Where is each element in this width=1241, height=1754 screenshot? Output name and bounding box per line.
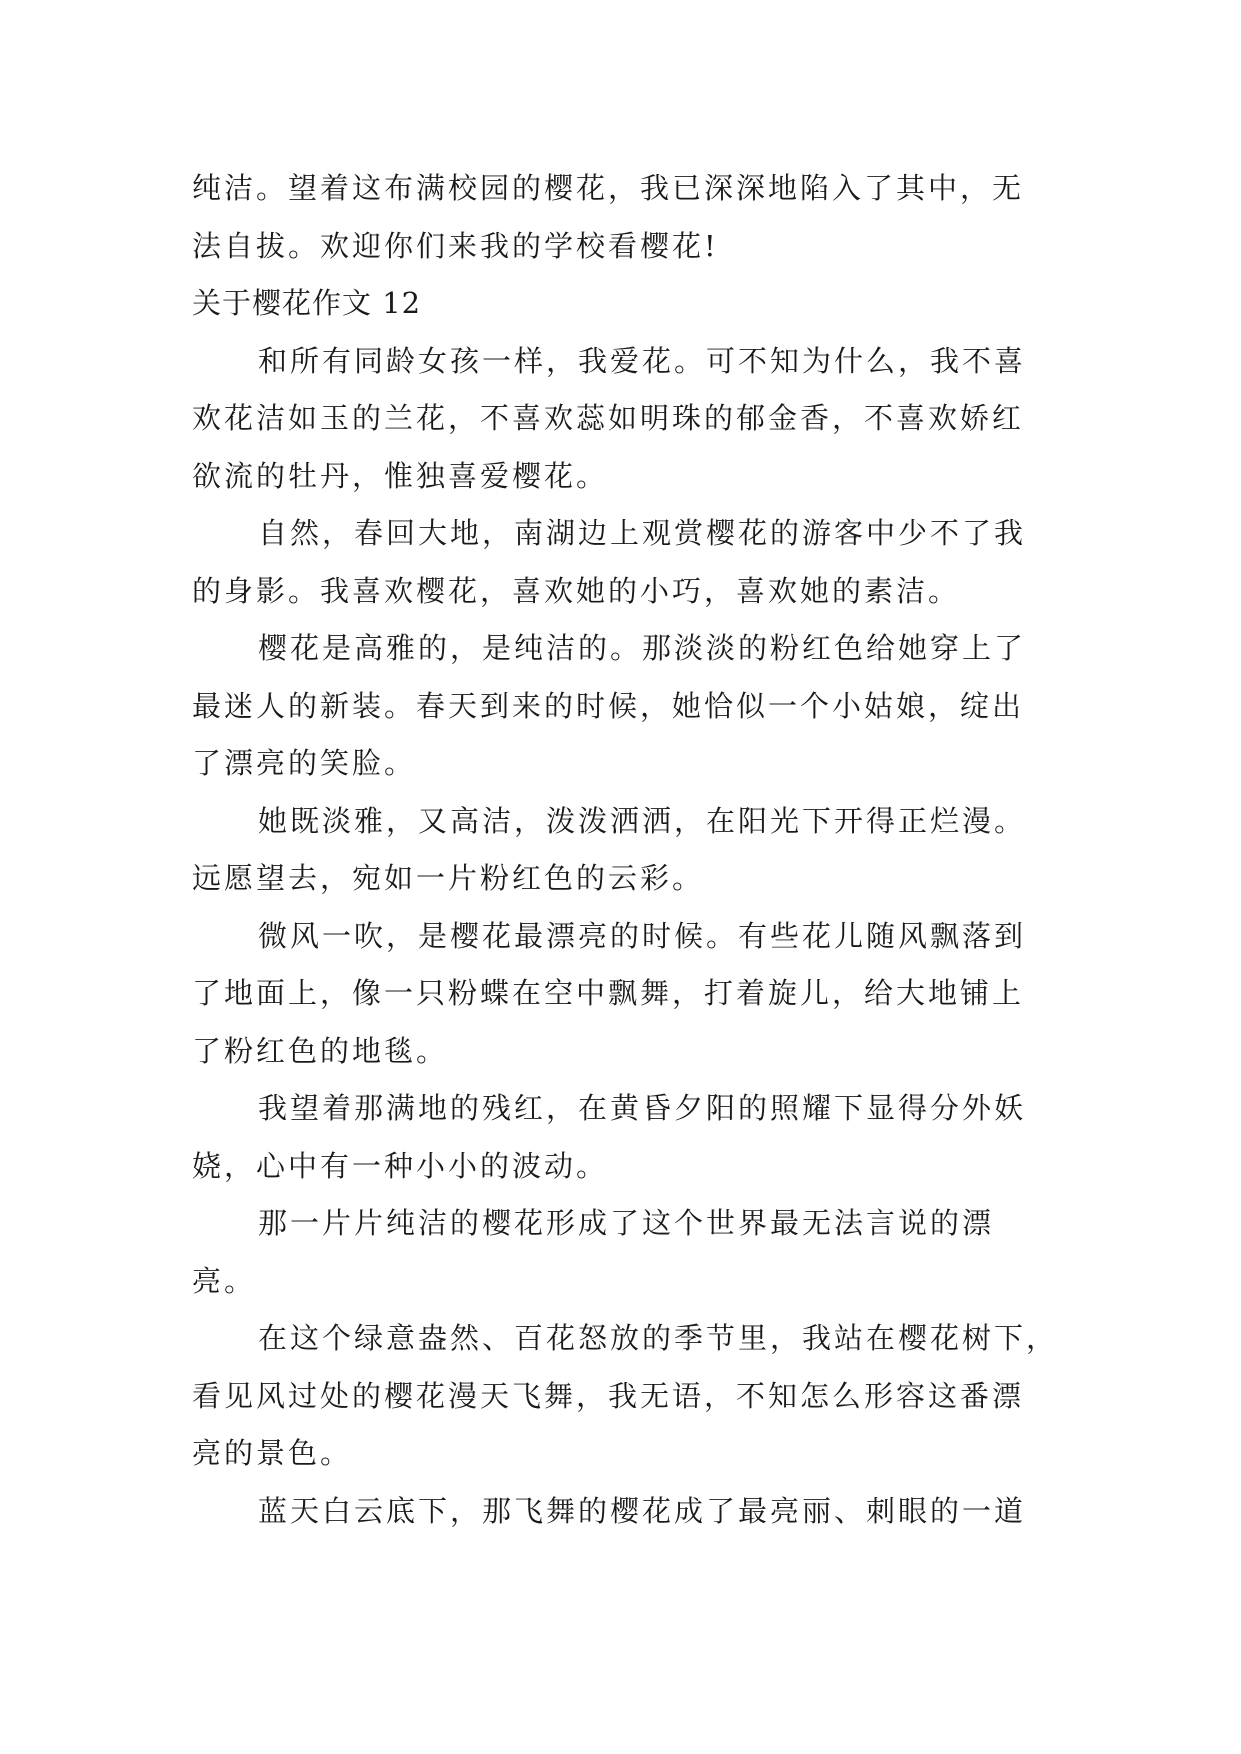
paragraph-start-line: 和所有同龄女孩一样，我爱花。可不知为什么，我不喜 [258, 343, 1027, 378]
text-line: 远愿望去，宛如一片粉红色的云彩。 [192, 861, 705, 895]
text-line: 欢花洁如玉的兰花，不喜欢蕊如明珠的郁金香，不喜欢娇红 [192, 401, 1025, 435]
text-line: 纯洁。望着这布满校园的樱花，我已深深地陷入了其中，无 [192, 171, 1025, 205]
text-line: 了地面上，像一只粉蝶在空中飘舞，打着旋儿，给大地铺上 [192, 976, 1025, 1010]
paragraph-start-line: 樱花是高雅的，是纯洁的。那淡淡的粉红色给她穿上了 [258, 631, 1027, 665]
text-line: 了漂亮的笑脸。 [192, 746, 417, 780]
text-line: 娆，心中有一种小小的波动。 [192, 1148, 609, 1183]
text-line: 的身影。我喜欢樱花，喜欢她的小巧，喜欢她的素洁。 [192, 573, 961, 608]
text-line: 亮。 [192, 1263, 257, 1298]
paragraph-start-line: 那一片片纯洁的樱花形成了这个世界最无法言说的漂 [258, 1206, 995, 1240]
text-line: 法自拔。欢迎你们来我的学校看樱花! [192, 228, 719, 263]
text-line: 欲流的牡丹，惟独喜爱樱花。 [192, 458, 609, 493]
paragraph-start-line: 她既淡雅，又高洁，泼泼洒洒，在阳光下开得正烂漫。 [258, 803, 1027, 838]
text-line: 了粉红色的地毯。 [192, 1033, 449, 1068]
paragraph-start-line: 在这个绿意盎然、百花怒放的季节里，我站在樱花树下， [258, 1321, 1059, 1355]
paragraph-start-line: 自然，春回大地，南湖边上观赏樱花的游客中少不了我 [258, 516, 1027, 550]
section-heading: 关于樱花作文 12 [192, 286, 422, 320]
text-line: 看见风过处的樱花漫天飞舞，我无语，不知怎么形容这番漂 [192, 1378, 1025, 1413]
paragraph-start-line: 蓝天白云底下，那飞舞的樱花成了最亮丽、刺眼的一道 [258, 1493, 1027, 1528]
paragraph-start-line: 我望着那满地的残红，在黄昏夕阳的照耀下显得分外妖 [258, 1091, 1027, 1125]
text-line: 亮的景色。 [192, 1436, 353, 1470]
paragraph-start-line: 微风一吹，是樱花最漂亮的时候。有些花儿随风飘落到 [258, 918, 1027, 953]
text-line: 最迷人的新装。春天到来的时候，她恰似一个小姑娘，绽出 [192, 688, 1025, 723]
article-body [192, 160, 1059, 1540]
